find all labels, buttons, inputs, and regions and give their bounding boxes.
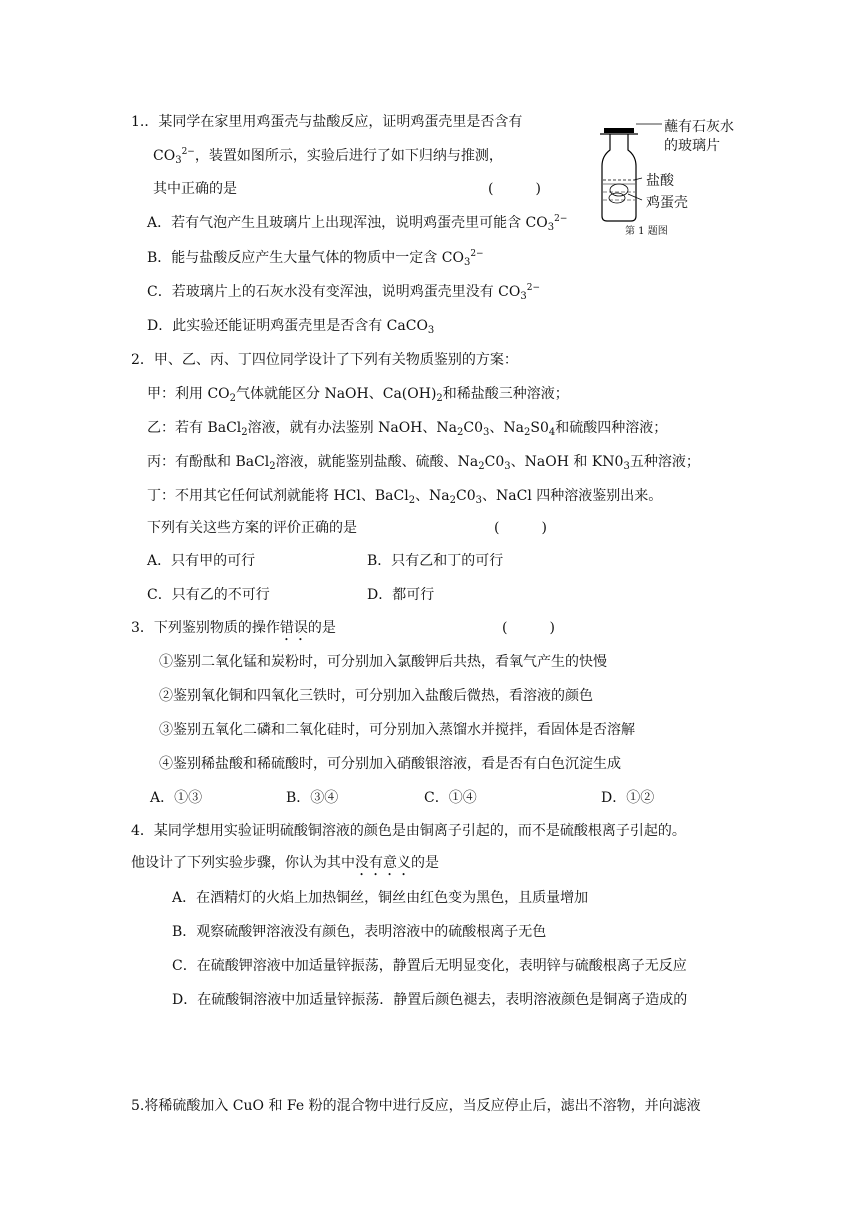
q3-option-b: B．③④: [286, 790, 339, 806]
q2-stem: 2．甲、乙、丙、丁四位同学设计了下列有关物质鉴别的方案：: [131, 352, 518, 368]
figure-label-acid: 盐酸: [646, 173, 674, 189]
q3-stem: 3．下列鉴别物质的操作错误的是: [131, 620, 336, 636]
q2-plan-bing: 丙：有酚酞和 BaCl$_2$溶液，就能鉴别盐酸、硫酸、$Na_2C0_3$、NaOH 和 $KN0_3$五种溶液；: [147, 454, 700, 472]
q2-option-b: B．只有乙和丁的可行: [367, 553, 504, 569]
q3-item-1: ①鉴别二氧化锰和炭粉时，可分别加入氯酸钾后共热，看氧气产生的快慢: [159, 654, 607, 670]
q1-option-b: B．能与盐酸反应产生大量气体的物质中一定含 $CO_3^{2-}$: [147, 249, 484, 268]
figure-label-glass-1: 蘸有石灰水: [664, 119, 734, 135]
q5-stem: 5.将稀硫酸加入 CuO 和 Fe 粉的混合物中进行反应，当反应停止后，滤出不溶物，并向滤液: [131, 1098, 701, 1114]
q4-stem-line2: 他设计了下列实验步骤，你认为其中没有意义的是: [131, 855, 439, 871]
q1-stem-line3: 其中正确的是: [153, 181, 237, 197]
q4-stem-line1: 4．某同学想用实验证明硫酸铜溶液的颜色是由铜离子引起的，而不是硫酸根离子引起的。: [131, 823, 686, 839]
q2-option-d: D．都可行: [367, 587, 435, 603]
q2-option-c: C．只有乙的不可行: [147, 587, 270, 603]
q3-answer-paren: ( ): [502, 620, 555, 636]
q2-option-a: A．只有甲的可行: [147, 553, 256, 569]
q1-answer-paren: ( ): [488, 181, 541, 197]
q3-item-4: ④鉴别稀盐酸和稀硫酸时，可分别加入硝酸银溶液，看是否有白色沉淀生成: [159, 756, 621, 772]
q4-option-d: D．在硫酸铜溶液中加适量锌振荡．静置后颜色褪去，表明溶液颜色是铜离子造成的: [172, 992, 688, 1008]
q2-plan-ding: 丁：不用其它任何试剂就能将 HCl、BaCl$_2$、$Na_2C0_3$、NaCl 四种溶液鉴别出来。: [147, 488, 663, 506]
q3-option-d: D．①②: [601, 790, 655, 806]
q1-stem-line1: 1.．某同学在家里用鸡蛋壳与盐酸反应，证明鸡蛋壳里是否含有: [131, 114, 523, 130]
q4-option-b: B．观察硫酸钾溶液没有颜色，表明溶液中的硫酸根离子无色: [172, 924, 547, 940]
q1-stem-line2: $CO_3^{2-}$，装置如图所示，实验后进行了如下归纳与推测，: [153, 147, 503, 166]
q1-option-c: C．若玻璃片上的石灰水没有变浑浊，说明鸡蛋壳里没有 $CO_3^{2-}$: [147, 283, 541, 302]
figure-label-glass-2: 的玻璃片: [664, 138, 720, 154]
q1-option-a: A．若有气泡产生且玻璃片上出现浑浊，说明鸡蛋壳里可能含 $CO_3^{2-}$: [147, 214, 568, 233]
q4-option-a: A．在酒精灯的火焰上加热铜丝，铜丝由红色变为黑色，且质量增加: [172, 890, 589, 906]
q2-ask: 下列有关这些方案的评价正确的是: [147, 520, 357, 536]
q3-option-a: A．①③: [150, 790, 203, 806]
q2-plan-yi: 乙：若有 BaCl$_2$溶液，就有办法鉴别 NaOH、$Na_2C0_3$、$Na_2S0_4$和硫酸四种溶液；: [147, 420, 668, 438]
q3-item-2: ②鉴别氧化铜和四氧化三铁时，可分别加入盐酸后微热，看溶液的颜色: [159, 688, 593, 704]
q2-plan-jia: 甲：利用 $CO_2$气体就能区分 NaOH、$Ca(OH)_2$和稀盐酸三种溶液；: [147, 386, 569, 404]
figure-caption: 第 1 题图: [625, 226, 668, 237]
q3-item-3: ③鉴别五氧化二磷和二氧化硅时，可分别加入蒸馏水并搅拌，看固体是否溶解: [159, 722, 635, 738]
q1-option-d: D．此实验还能证明鸡蛋壳里是否含有 CaCO$_3$: [147, 318, 435, 336]
q2-answer-paren: ( ): [494, 520, 547, 536]
figure-label-eggshell: 鸡蛋壳: [646, 195, 688, 211]
q4-option-c: C．在硫酸钾溶液中加适量锌振荡，静置后无明显变化，表明锌与硫酸根离子无反应: [172, 958, 687, 974]
q3-option-c: C．①④: [424, 790, 477, 806]
